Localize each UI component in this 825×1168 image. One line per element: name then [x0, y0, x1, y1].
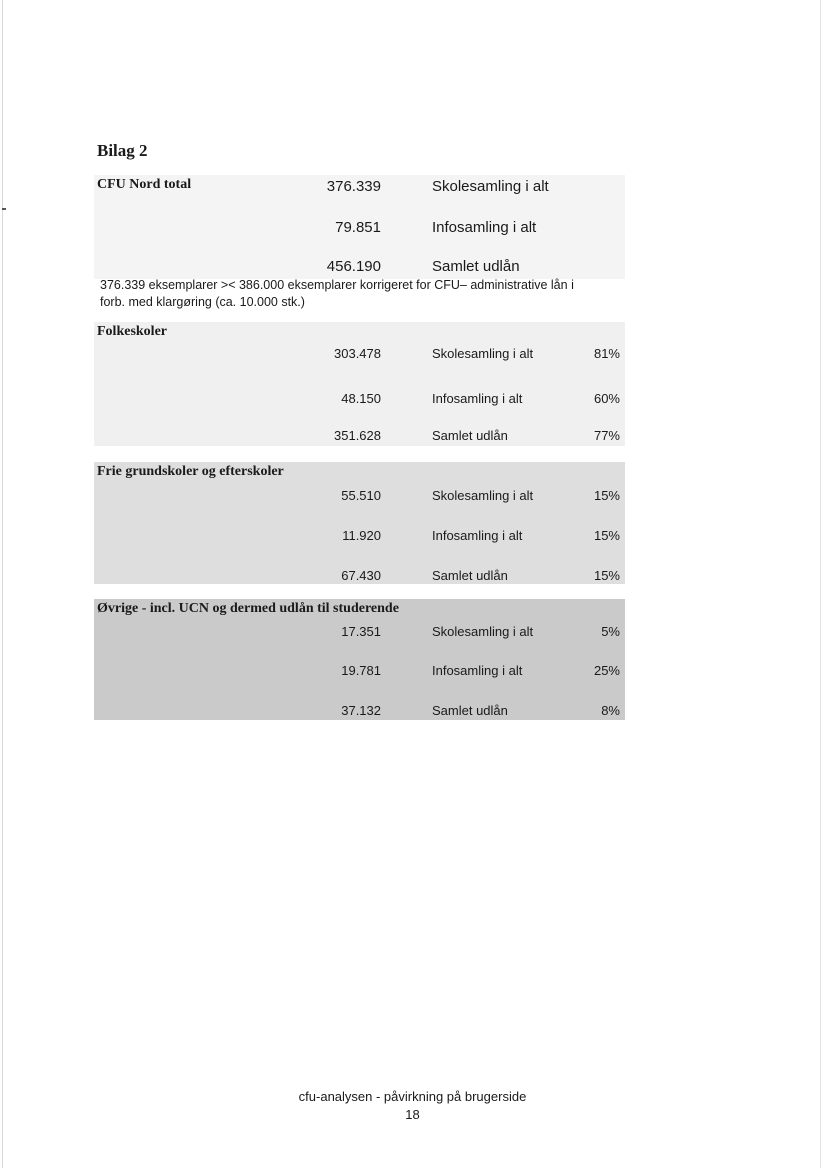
row-percent: 15% [593, 528, 620, 543]
table-row [94, 528, 625, 548]
row-value: 351.628 [334, 428, 381, 443]
table-row [94, 258, 625, 278]
page-title: Bilag 2 [97, 141, 148, 160]
row-value: 303.478 [334, 346, 381, 361]
table-row [94, 219, 625, 239]
row-label: Infosamling i alt [432, 528, 523, 543]
cfu-total-label-samlet: Samlet udlån [432, 258, 520, 275]
row-label: Samlet udlån [432, 703, 508, 718]
row-percent: 77% [593, 428, 620, 443]
cfu-total-value-skolesamling: 376.339 [326, 178, 381, 195]
cfu-total-heading: CFU Nord total [97, 177, 192, 192]
cfu-total-section [94, 175, 625, 279]
row-percent: 15% [593, 488, 620, 503]
row-percent: 8% [601, 703, 620, 718]
row-value: 37.132 [341, 703, 381, 718]
ovrige-heading: Øvrige - incl. UCN og dermed udlån til studerende [97, 601, 399, 616]
table-row [94, 488, 625, 508]
correction-note [100, 277, 620, 311]
cfu-total-label-skolesamling: Skolesamling i alt [432, 178, 549, 195]
row-label: Skolesamling i alt [432, 346, 534, 361]
row-percent: 25% [593, 663, 620, 678]
table-row [94, 178, 625, 198]
row-percent: 15% [593, 568, 620, 583]
table-row [94, 346, 625, 366]
row-percent: 5% [601, 624, 620, 639]
row-percent: 60% [593, 391, 620, 406]
row-value: 19.781 [341, 663, 381, 678]
cfu-total-value-infosamling: 79.851 [335, 219, 381, 236]
row-value: 55.510 [341, 488, 381, 503]
correction-note-line-2: forb. med klargøring (ca. 10.000 stk.) [100, 295, 305, 309]
scan-mark [2, 208, 6, 210]
page-footer [0, 1088, 825, 1124]
row-label: Infosamling i alt [432, 391, 523, 406]
page-edge-right [820, 0, 821, 1168]
row-label: Samlet udlån [432, 568, 508, 583]
page-number: 18 [405, 1107, 420, 1122]
table-row [94, 663, 625, 683]
cfu-total-label-infosamling: Infosamling i alt [432, 219, 537, 236]
table-row [94, 703, 625, 723]
row-value: 11.920 [342, 528, 381, 543]
frie-grundskoler-section [94, 462, 625, 584]
footer-text: cfu-analysen - påvirkning på brugerside [298, 1089, 527, 1104]
row-value: 17.351 [341, 624, 381, 639]
cfu-total-value-samlet: 456.190 [326, 258, 381, 275]
folkeskoler-heading: Folkeskoler [97, 324, 167, 339]
table-row [94, 428, 625, 448]
frie-grundskoler-heading: Frie grundskoler og efterskoler [97, 464, 284, 479]
correction-note-line-1: 376.339 eksemplarer >< 386.000 eksemplarer korrigeret for CFU– administrative lån i [100, 278, 574, 292]
row-value: 67.430 [341, 568, 381, 583]
folkeskoler-section [94, 322, 625, 446]
row-value: 48.150 [341, 391, 381, 406]
row-label: Skolesamling i alt [432, 624, 534, 639]
row-label: Samlet udlån [432, 428, 508, 443]
row-percent: 81% [593, 346, 620, 361]
row-label: Skolesamling i alt [432, 488, 534, 503]
table-row [94, 568, 625, 588]
table-row [94, 624, 625, 644]
row-label: Infosamling i alt [432, 663, 523, 678]
table-row [94, 391, 625, 411]
page-edge-left [2, 0, 3, 1168]
ovrige-section [94, 599, 625, 720]
